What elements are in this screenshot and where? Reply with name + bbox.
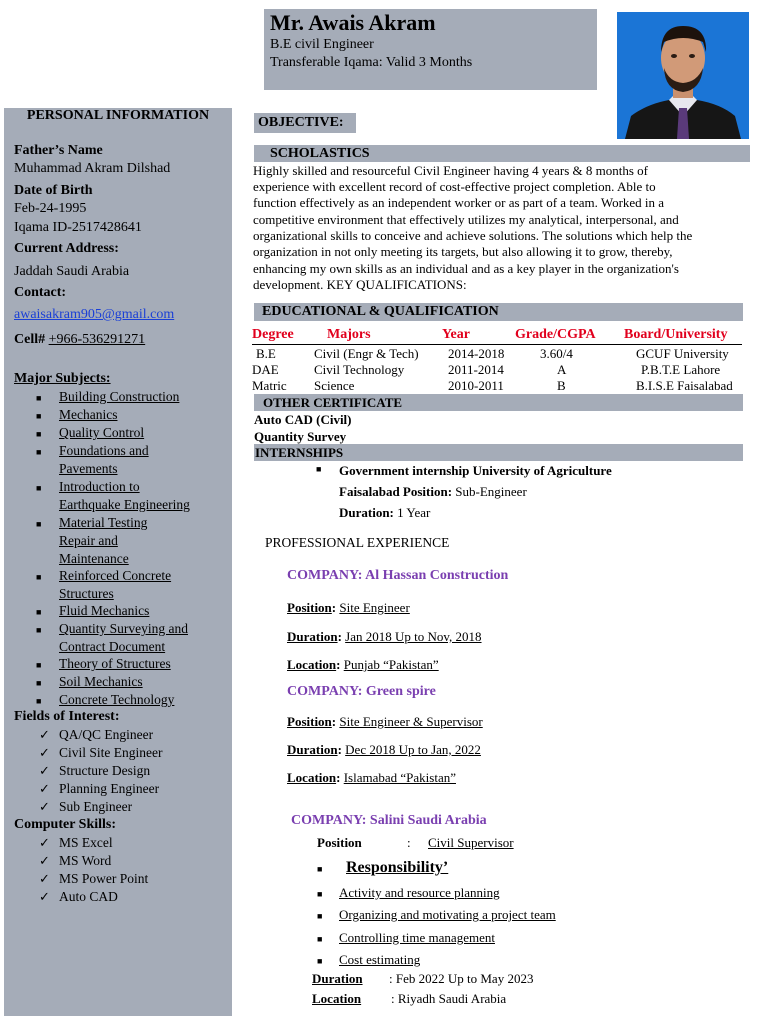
responsibility-item: Activity and resource planning — [339, 885, 500, 900]
job-location: Location: Punjab “Pakistan” — [287, 657, 439, 672]
objective-line: Highly skilled and resourceful Civil Engineer having 4 years & 8 months of — [253, 163, 648, 178]
objective-heading: OBJECTIVE: — [254, 113, 356, 133]
father-value: Muhammad Akram Dilshad — [14, 161, 171, 176]
address-label: Current Address: — [14, 241, 119, 256]
location-value: : Riyadh Saudi Arabia — [391, 991, 507, 1006]
skill-item: MS Power Point — [59, 871, 149, 886]
field-item: Planning Engineer — [59, 781, 160, 796]
personal-info-heading: PERSONAL INFORMATION — [26, 108, 210, 123]
subject-item: Pavements — [59, 461, 118, 476]
certificate-item: Quantity Survey — [254, 429, 347, 444]
position-value: Civil Supervisor — [428, 835, 514, 850]
table-cell: 2011-2014 — [448, 362, 504, 377]
internship-duration-value: 1 Year — [397, 505, 431, 520]
position-value: Site Engineer & Supervisor — [339, 714, 483, 729]
bullet-square-icon: ■ — [36, 483, 42, 493]
location-value: Islamabad “Pakistan” — [343, 770, 456, 785]
subject-item: Soil Mechanics — [59, 674, 143, 689]
skill-item: MS Word — [59, 853, 112, 868]
location-value: Punjab “Pakistan” — [343, 657, 439, 672]
candidate-title: B.E civil Engineer — [270, 37, 374, 52]
subject-item: Quantity Surveying and — [59, 621, 188, 636]
dob-label: Date of Birth — [14, 183, 93, 198]
table-header-degree: Degree — [252, 327, 294, 342]
field-item: Civil Site Engineer — [59, 745, 163, 760]
subject-item: Maintenance — [59, 551, 129, 566]
major-subjects-label: Major Subjects: — [14, 371, 111, 386]
internship-position — [339, 484, 527, 500]
job-duration: Duration: Jan 2018 Up to Nov, 2018 — [287, 629, 482, 644]
checkmark-icon: ✓ — [39, 799, 50, 814]
table-cell: A — [557, 362, 567, 377]
subject-item: Fluid Mechanics — [59, 603, 150, 618]
company-name: COMPANY: Al Hassan Construction — [287, 568, 509, 583]
skill-item: Auto CAD — [59, 889, 118, 904]
objective-line: function effectively as an independent worker or as part of a team. Worked in a — [253, 195, 665, 210]
table-cell: Civil Technology — [314, 362, 405, 377]
father-label: Father’s Name — [14, 143, 103, 158]
internship-duration-label: Duration: — [339, 505, 398, 520]
cell-row — [14, 332, 145, 348]
duration-value: : Feb 2022 Up to May 2023 — [389, 971, 534, 986]
checkmark-icon: ✓ — [39, 871, 50, 886]
bullet-square-icon: ■ — [36, 625, 42, 635]
location-label: Location — [312, 991, 362, 1006]
company-name: COMPANY: Green spire — [287, 684, 436, 699]
objective-line: organization in not only meeting its targets, but also allowing it to grow, thereby, — [253, 244, 673, 259]
duration-label: Duration — [287, 742, 338, 757]
subject-item: Reinforced Concrete — [59, 568, 172, 583]
name-header — [264, 9, 597, 90]
responsibility-heading: Responsibility’ — [346, 859, 449, 876]
bullet-square-icon: ■ — [317, 864, 323, 874]
duration-label: Duration — [312, 971, 363, 986]
responsibility-item: Controlling time management — [339, 930, 495, 945]
contact-label: Contact: — [14, 285, 67, 300]
table-cell: Civil (Engr & Tech) — [314, 346, 419, 361]
job-position: Position: Site Engineer & Supervisor — [287, 714, 483, 729]
bullet-square-icon: ■ — [316, 464, 322, 474]
internship-line: Government internship University of Agriculture — [339, 463, 612, 478]
subject-item: Earthquake Engineering — [59, 497, 190, 512]
checkmark-icon: ✓ — [39, 889, 50, 904]
bullet-square-icon: ■ — [36, 411, 42, 421]
fields-label: Fields of Interest: — [14, 709, 120, 724]
job-position: Position: Site Engineer — [287, 600, 410, 615]
objective-line: development. KEY QUALIFICATIONS: — [253, 277, 467, 292]
checkmark-icon: ✓ — [39, 763, 50, 778]
table-header-year: Year — [442, 327, 470, 342]
bullet-square-icon: ■ — [36, 660, 42, 670]
duration-value: Jan 2018 Up to Nov, 2018 — [345, 629, 482, 644]
subject-item: Theory of Structures — [59, 656, 171, 671]
objective-line: organizational skills to conceive and achieve solutions. The solutions which help the — [253, 228, 693, 243]
table-cell: B.I.S.E Faisalabad — [636, 378, 733, 393]
table-cell: 2010-2011 — [448, 378, 504, 393]
position-label: Position — [287, 714, 332, 729]
bullet-square-icon: ■ — [317, 889, 323, 899]
subject-item: Mechanics — [59, 407, 118, 422]
cell-number[interactable]: +966-536291271 — [48, 332, 146, 347]
checkmark-icon: ✓ — [39, 745, 50, 760]
table-cell: Science — [314, 378, 355, 393]
job-location: Location: Islamabad “Pakistan” — [287, 770, 456, 785]
cell-prefix: Cell# — [14, 332, 49, 347]
dob-value: Feb-24-1995 — [14, 201, 87, 216]
scholastics-heading: SCHOLASTICS — [254, 145, 750, 162]
computer-skills-label: Computer Skills: — [14, 817, 117, 832]
location-label: Location — [287, 657, 337, 672]
bullet-square-icon: ■ — [36, 678, 42, 688]
bullet-square-icon: ■ — [36, 393, 42, 403]
address-value: Jaddah Saudi Arabia — [14, 264, 130, 279]
duration-value: Dec 2018 Up to Jan, 2022 — [345, 742, 481, 757]
experience-heading: PROFESSIONAL EXPERIENCE — [265, 535, 450, 550]
checkmark-icon: ✓ — [39, 835, 50, 850]
job-duration: Duration: Dec 2018 Up to Jan, 2022 — [287, 742, 481, 757]
checkmark-icon: ✓ — [39, 853, 50, 868]
subject-item: Quality Control — [59, 425, 145, 440]
checkmark-icon: ✓ — [39, 727, 50, 742]
bullet-square-icon: ■ — [36, 519, 42, 529]
subject-item: Introduction to — [59, 479, 140, 494]
certificate-item: Auto CAD (Civil) — [254, 412, 352, 427]
table-cell: 2014-2018 — [448, 346, 505, 361]
subject-item: Material Testing — [59, 515, 148, 530]
profile-photo — [617, 12, 749, 139]
subject-item: Repair and — [59, 533, 118, 548]
bullet-square-icon: ■ — [36, 607, 42, 617]
responsibility-item: Organizing and motivating a project team — [339, 907, 556, 922]
education-heading: EDUCATIONAL & QUALIFICATION — [254, 303, 743, 321]
bullet-square-icon: ■ — [36, 696, 42, 706]
bullet-square-icon: ■ — [36, 429, 42, 439]
subject-item: Foundations and — [59, 443, 149, 458]
position-value: Site Engineer — [339, 600, 410, 615]
table-divider — [252, 344, 742, 345]
objective-line: competitive environment that effectively utilizes my analytical, interpersonal, and — [253, 212, 679, 227]
bullet-square-icon: ■ — [317, 956, 323, 966]
field-item: QA/QC Engineer — [59, 727, 154, 742]
bullet-square-icon: ■ — [317, 934, 323, 944]
table-header-grade: Grade/CGPA — [515, 327, 596, 342]
table-cell: B — [557, 378, 566, 393]
checkmark-icon: ✓ — [39, 781, 50, 796]
position-label: Position — [287, 600, 332, 615]
location-label: Location — [287, 770, 337, 785]
subject-item: Structures — [59, 586, 114, 601]
objective-line: enhancing my own skills as an individual and as a key player in the organization's — [253, 261, 679, 276]
table-cell: P.B.T.E Lahore — [641, 362, 721, 377]
skill-item: MS Excel — [59, 835, 113, 850]
table-cell: Matric — [252, 378, 287, 393]
bullet-square-icon: ■ — [317, 911, 323, 921]
field-item: Sub Engineer — [59, 799, 133, 814]
bullet-square-icon: ■ — [36, 447, 42, 457]
email-link[interactable]: awaisakram905@gmail.com — [14, 307, 175, 322]
objective-line: experience with excellent record of cost-effective project completion. Able to — [253, 179, 656, 194]
candidate-name: Mr. Awais Akram — [270, 10, 436, 35]
table-cell: B.E — [256, 346, 276, 361]
subject-item: Concrete Technology — [59, 692, 175, 707]
responsibility-item: Cost estimating — [339, 952, 421, 967]
subject-item: Contract Document — [59, 639, 166, 654]
internship-duration — [339, 505, 430, 521]
position-label: Position — [317, 835, 362, 850]
table-header-majors: Majors — [327, 327, 371, 342]
table-cell: DAE — [252, 362, 279, 377]
internship-position-label: Faisalabad Position: — [339, 484, 456, 499]
internships-heading: INTERNSHIPS — [254, 444, 743, 461]
iqama-id: Iqama ID-2517428641 — [14, 220, 142, 235]
subject-item: Building Construction — [59, 389, 180, 404]
company-name: COMPANY: Salini Saudi Arabia — [291, 813, 487, 828]
position-colon: : — [407, 835, 411, 850]
table-cell: GCUF University — [636, 346, 729, 361]
internship-position-value: Sub-Engineer — [455, 484, 527, 499]
table-cell: 3.60/4 — [540, 346, 573, 361]
certificate-heading: OTHER CERTIFICATE — [254, 394, 743, 411]
sidebar-panel — [4, 108, 232, 1016]
duration-label: Duration — [287, 629, 338, 644]
bullet-square-icon: ■ — [36, 572, 42, 582]
iqama-status: Transferable Iqama: Valid 3 Months — [270, 55, 473, 70]
field-item: Structure Design — [59, 763, 151, 778]
table-header-board: Board/University — [624, 327, 728, 342]
